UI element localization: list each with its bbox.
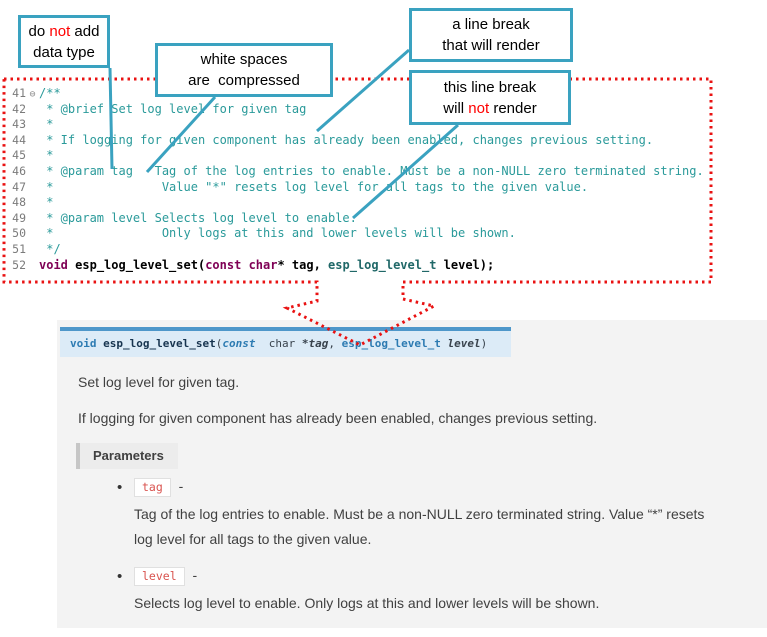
- signature-token: ): [480, 337, 488, 350]
- signature-token: level: [447, 337, 481, 350]
- code-token: (: [197, 257, 206, 272]
- parameter-head: [134, 567, 717, 586]
- detail-description: If logging for given component has already been enabled, changes previous setting.: [78, 410, 598, 426]
- code-token: const: [205, 257, 242, 272]
- signature-token: esp_log_level_t: [341, 337, 448, 350]
- line-number: 43: [12, 117, 26, 132]
- signature-token: const: [222, 337, 256, 350]
- function-signature: [60, 327, 511, 357]
- code-token: * @param tag Tag of the log entries to enable. Must be a non-NULL zero terminated string.: [39, 163, 704, 178]
- code-line: [5, 242, 704, 258]
- callout-text: are compressed: [188, 72, 300, 89]
- code-token: *: [39, 195, 54, 210]
- code-token: level);: [436, 257, 495, 272]
- code-line: [5, 102, 704, 118]
- code-token: void: [39, 257, 68, 272]
- parameter-item: [117, 478, 717, 552]
- code-line: [5, 211, 704, 227]
- code-token: *: [39, 148, 54, 163]
- code-token: [241, 258, 248, 272]
- code-token: char: [248, 257, 278, 272]
- code-line: [5, 117, 704, 133]
- line-number: 49: [12, 210, 26, 225]
- param-name-chip: level: [134, 567, 185, 586]
- parameters-heading: Parameters: [76, 443, 178, 469]
- signature-token: ,: [328, 337, 342, 350]
- code-token: */: [39, 241, 61, 256]
- callout-text: do not add: [28, 22, 100, 40]
- param-description: Selects log level to enable. Only logs at this and lower levels will be shown.: [134, 595, 600, 611]
- signature-token: (: [215, 337, 223, 350]
- callout-white-spaces-compressed: [155, 43, 333, 97]
- fold-icon: ⊖: [29, 89, 36, 100]
- line-number: 41: [12, 86, 26, 100]
- code-line: [5, 86, 704, 102]
- callout-line-break-will-render: [409, 8, 573, 62]
- line-number: 44: [12, 132, 26, 147]
- callout-text: data type: [33, 43, 95, 61]
- line-number: 48: [12, 195, 26, 210]
- parameter-head: [134, 478, 717, 497]
- line-number: 47: [12, 179, 26, 194]
- line-number: 46: [12, 163, 26, 178]
- code-token: * Value "*" resets log level for all tags to the given value.: [39, 179, 589, 194]
- signature-token: void: [70, 337, 104, 350]
- callout-text: this line break: [443, 78, 537, 96]
- callout-text: will not render: [443, 99, 537, 117]
- signature-token: esp_log_level_set: [103, 337, 216, 350]
- code-line: [5, 226, 704, 242]
- param-name-chip: tag: [134, 478, 171, 497]
- code-token: * @param level Selects log level to enable.: [39, 210, 357, 225]
- line-number: 52: [12, 257, 26, 272]
- line-number: 45: [12, 148, 26, 163]
- code-line: [5, 133, 704, 149]
- line-number: 42: [12, 101, 26, 116]
- code-editor-panel: [5, 86, 704, 273]
- line-number: 50: [12, 226, 26, 241]
- callout-do-not-add-data-type: [18, 15, 110, 68]
- callout-text: white spaces: [200, 51, 288, 68]
- signature-token: *tag: [301, 337, 329, 350]
- code-token: /**: [39, 86, 61, 100]
- line-number: 51: [12, 241, 26, 256]
- param-description: Tag of the log entries to enable. Must be a non-NULL zero terminated string. Value “*” resets log level for all tags to the given value.: [134, 506, 705, 547]
- code-token: * tag,: [277, 257, 329, 272]
- param-separator: -: [174, 478, 184, 494]
- signature-token: char: [255, 337, 302, 350]
- code-token: * @brief Set log level for given tag: [39, 101, 307, 116]
- code-token: * If logging for given component has already been enabled, changes previous setting.: [39, 132, 654, 147]
- param-separator: -: [188, 567, 198, 583]
- code-line: [5, 164, 704, 180]
- parameters-list: [117, 478, 717, 631]
- callout-text: that will render: [442, 37, 540, 54]
- code-token: esp_log_level_set: [75, 257, 198, 272]
- brief-description: Set log level for given tag.: [78, 374, 240, 390]
- parameter-item: [117, 567, 717, 616]
- code-line: [5, 180, 704, 196]
- code-line: [5, 195, 704, 211]
- code-line: [5, 258, 704, 274]
- code-token: esp_log_level_t: [328, 257, 437, 272]
- callout-line-break-will-not-render: [409, 70, 571, 125]
- code-token: * Only logs at this and lower levels will be shown.: [39, 226, 516, 241]
- code-token: *: [39, 117, 54, 132]
- callout-text: a line break: [452, 16, 530, 33]
- rendered-doc-panel: [57, 320, 767, 628]
- code-line: [5, 148, 704, 164]
